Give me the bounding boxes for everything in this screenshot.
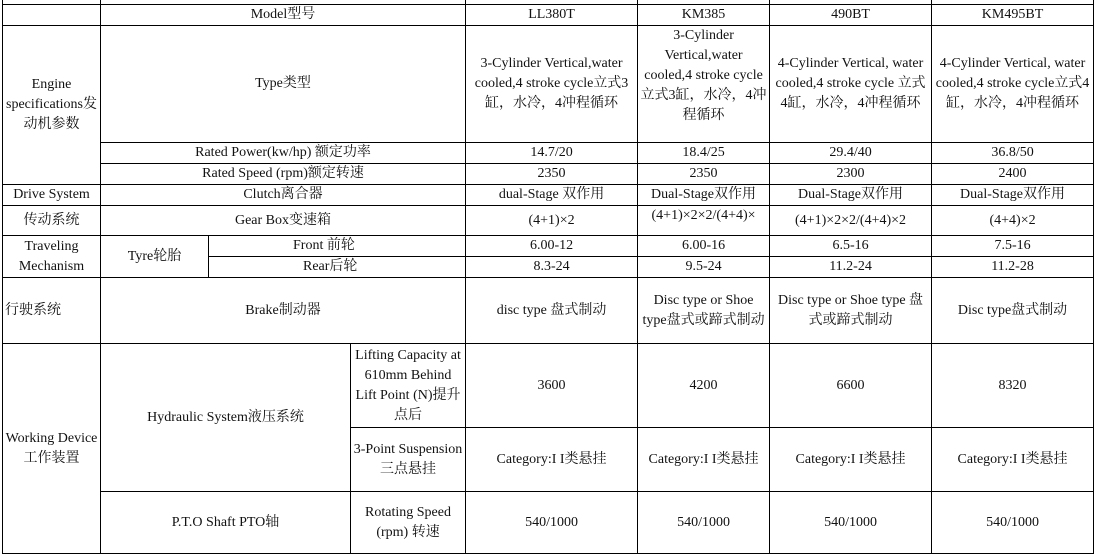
rated-power-value: 29.4/40 (770, 143, 932, 164)
suspension-value: Category:I I类悬挂 (466, 428, 638, 492)
brake-label: Brake制动器 (101, 278, 466, 344)
engine-type-value: 3-Cylinder Vertical,water cooled,4 stroke cycle立式3缸，水冷，4冲程循环 (466, 26, 638, 143)
pto-speed-value: 540/1000 (466, 492, 638, 554)
rear-tyre-value: 11.2-24 (770, 257, 932, 278)
model-label: Model型号 (101, 5, 466, 26)
working-group-label: Working Device工作装置 (3, 344, 101, 554)
brake-value: Disc type or Shoe type 盘式或蹄式制动 (770, 278, 932, 344)
lifting-capacity-value: 6600 (770, 344, 932, 428)
engine-type-row (3, 26, 1094, 143)
lifting-capacity-row (3, 344, 1094, 428)
suspension-value: Category:I I类悬挂 (770, 428, 932, 492)
rated-power-value: 18.4/25 (638, 143, 770, 164)
brake-value: Disc type or Shoe type盘式或蹄式制动 (638, 278, 770, 344)
drive-group-label-en: Drive System (3, 185, 101, 206)
front-tyre-value: 6.5-16 (770, 236, 932, 257)
rated-speed-value: 2400 (932, 164, 1094, 185)
suspension-value: Category:I I类悬挂 (638, 428, 770, 492)
lifting-capacity-value: 4200 (638, 344, 770, 428)
model-name: KM495BT (932, 5, 1094, 26)
front-tyre-value: 6.00-16 (638, 236, 770, 257)
front-tyre-label: Front 前轮 (209, 236, 466, 257)
model-name: LL380T (466, 5, 638, 26)
clutch-value: Dual-Stage双作用 (932, 185, 1094, 206)
lifting-capacity-label: Lifting Capacity at 610mm Behind Lift Point (N)提升点后 (351, 344, 466, 428)
pto-speed-value: 540/1000 (932, 492, 1094, 554)
traveling-group-label-cn: 行驶系统 (3, 278, 101, 344)
engine-type-label: Type类型 (101, 26, 466, 143)
traveling-group-label-en: Traveling Mechanism (3, 236, 101, 278)
engine-group-label: Engine specifications发动机参数 (3, 26, 101, 185)
lifting-capacity-value: 8320 (932, 344, 1094, 428)
clutch-value: Dual-Stage双作用 (770, 185, 932, 206)
pto-speed-value: 540/1000 (638, 492, 770, 554)
suspension-value: Category:I I类悬挂 (932, 428, 1094, 492)
brake-value: disc type 盘式制动 (466, 278, 638, 344)
rear-tyre-value: 11.2-28 (932, 257, 1094, 278)
engine-type-text: 3-Cylinder Vertical,water cooled,4 stroke cycle立式3缸，水冷，4冲程循环 (640, 28, 767, 123)
engine-type-value: 4-Cylinder Vertical, water cooled,4 stroke cycle立式4缸，水冷，4冲程循环 (932, 26, 1094, 143)
pto-speed-value: 540/1000 (770, 492, 932, 554)
hydraulic-label: Hydraulic System液压系统 (101, 344, 351, 492)
tyre-label: Tyre轮胎 (101, 236, 209, 278)
clutch-row (3, 185, 1094, 206)
gearbox-value: (4+1)×2 (466, 206, 638, 236)
pto-row (3, 492, 1094, 554)
pto-speed-label: Rotating Speed (rpm) 转速 (351, 492, 466, 554)
front-tyre-value: 6.00-12 (466, 236, 638, 257)
engine-type-value: 4-Cylinder Vertical, water cooled,4 stroke cycle 立式4缸，水冷，4冲程循环 (770, 26, 932, 143)
rated-power-value: 14.7/20 (466, 143, 638, 164)
rear-tyre-label: Rear后轮 (209, 257, 466, 278)
gearbox-value: (4+4)×2 (932, 206, 1094, 236)
pto-label: P.T.O Shaft PTO轴 (101, 492, 351, 554)
gearbox-label: Gear Box变速箱 (101, 206, 466, 236)
clutch-value: Dual-Stage双作用 (638, 185, 770, 206)
front-tyre-value: 7.5-16 (932, 236, 1094, 257)
rear-tyre-value: 8.3-24 (466, 257, 638, 278)
gearbox-value: (4+1)×2×2/(4+4)× (638, 206, 770, 236)
rated-speed-row (3, 164, 1094, 185)
clutch-label: Clutch离合器 (101, 185, 466, 206)
drive-group-label-cn: 传动系统 (3, 206, 101, 236)
model-name: 490BT (770, 5, 932, 26)
rated-power-value: 36.8/50 (932, 143, 1094, 164)
lifting-capacity-value: 3600 (466, 344, 638, 428)
spec-table (2, 0, 1094, 554)
gearbox-row (3, 206, 1094, 236)
rated-speed-value: 2350 (638, 164, 770, 185)
clutch-value: dual-Stage 双作用 (466, 185, 638, 206)
engine-type-value (638, 26, 770, 143)
model-header-row (3, 5, 1094, 26)
suspension-label: 3-Point Suspension三点悬挂 (351, 428, 466, 492)
front-tyre-row (3, 236, 1094, 257)
gearbox-value: (4+1)×2×2/(4+4)×2 (770, 206, 932, 236)
rated-power-row (3, 143, 1094, 164)
blank-cell (3, 5, 101, 26)
brake-value: Disc type盘式制动 (932, 278, 1094, 344)
rated-speed-label: Rated Speed (rpm)额定转速 (101, 164, 466, 185)
model-name: KM385 (638, 5, 770, 26)
rear-tyre-value: 9.5-24 (638, 257, 770, 278)
rated-speed-value: 2300 (770, 164, 932, 185)
brake-row (3, 278, 1094, 344)
rated-power-label: Rated Power(kw/hp) 额定功率 (101, 143, 466, 164)
rated-speed-value: 2350 (466, 164, 638, 185)
